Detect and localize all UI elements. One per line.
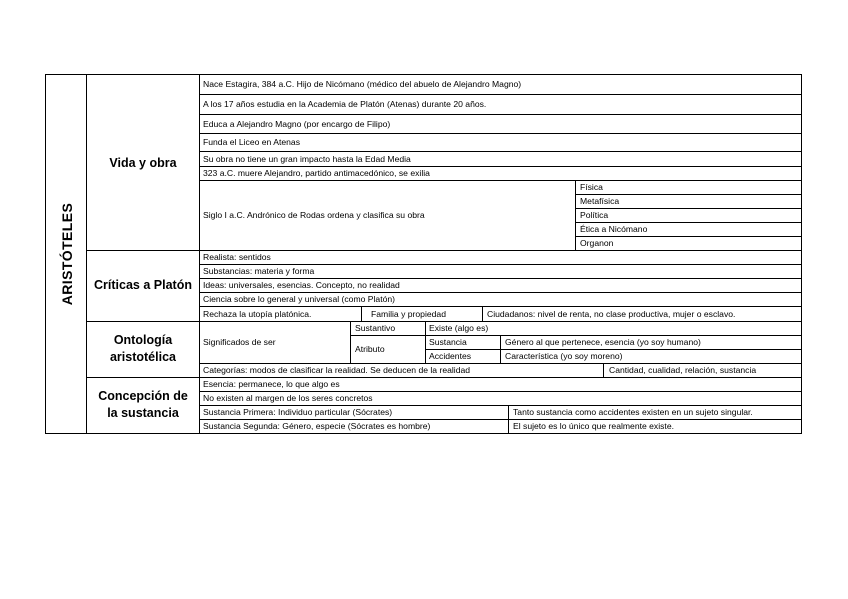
divider-section-col <box>199 74 200 434</box>
criticas-familia: Familia y propiedad <box>371 309 446 319</box>
vida-row-6: 323 a.C. muere Alejandro, partido antimacedónico, se exilia <box>203 168 430 178</box>
row-line <box>575 208 802 209</box>
obra-fisica: Física <box>580 182 603 192</box>
divider-utopia <box>361 306 362 321</box>
row-line <box>199 94 802 95</box>
ontologia-sustantivo-def: Existe (algo es) <box>429 323 489 333</box>
obra-etica: Ética a Nicómano <box>580 224 648 234</box>
divider-familia <box>482 306 483 321</box>
vida-row-4: Funda el Liceo en Atenas <box>203 137 300 147</box>
aristoteles-table <box>45 74 802 434</box>
row-line <box>199 133 802 134</box>
table-border-top <box>45 74 802 75</box>
vida-siglo: Siglo I a.C. Andrónico de Rodas ordena y clasifica su obra <box>203 210 425 220</box>
vida-row-5: Su obra no tiene un gran impacto hasta la Edad Media <box>203 154 411 164</box>
obra-organon: Organon <box>580 238 614 248</box>
ontologia-categorias: Categorías: modos de clasificar la realidad. Se deducen de la realidad <box>203 365 471 375</box>
divider-atributo-def <box>500 335 501 363</box>
concepcion-primera-nota: Tanto sustancia como accidentes existen en un sujeto singular. <box>513 407 753 417</box>
ontologia-accidentes-def: Característica (yo soy moreno) <box>505 351 623 361</box>
divider-sustancia-notas <box>508 405 509 434</box>
divider-significados <box>350 321 351 363</box>
section-label-ontologia <box>87 332 199 366</box>
section-sep-criticas <box>86 250 802 251</box>
obra-metafisica: Metafísica <box>580 196 620 206</box>
criticas-row-1: Realista: sentidos <box>203 252 271 262</box>
row-line <box>199 180 802 181</box>
concepcion-primera: Sustancia Primera: Individuo particular (Sócrates) <box>203 407 393 417</box>
section-sep-concepcion <box>86 377 802 378</box>
ontologia-sustantivo: Sustantivo <box>355 323 396 333</box>
ontologia-significados: Significados de ser <box>203 337 276 347</box>
vida-row-1: Nace Estagira, 384 a.C. Hijo de Nicómano (médico del abuelo de Alejandro Magno) <box>203 79 522 89</box>
vida-row-2: A los 17 años estudia en la Academia de Platón (Atenas) durante 20 años. <box>203 99 487 109</box>
section-label-ontologia-line2: aristotélica <box>109 350 176 364</box>
concepcion-no-existen: No existen al margen de los seres concretos <box>203 393 373 403</box>
ontologia-atributo: Atributo <box>355 344 385 354</box>
table-border-right <box>801 74 802 434</box>
obra-politica: Política <box>580 210 609 220</box>
ontologia-sustancia-def: Género al que pertenece, esencia (yo soy humano) <box>505 337 701 347</box>
table-border-left <box>45 74 46 434</box>
criticas-ciudadanos: Ciudadanos: nivel de renta, no clase productiva, mujer o esclavo. <box>487 309 736 319</box>
concepcion-segunda-nota: El sujeto es lo único que realmente existe. <box>513 421 674 431</box>
page-title: ARISTÓTELES <box>59 202 75 306</box>
section-label-concepcion-line2: la sustancia <box>107 406 179 420</box>
divider-obras <box>575 180 576 251</box>
criticas-row-4: Ciencia sobre lo general y universal (como Platón) <box>203 294 396 304</box>
ontologia-sustancia: Sustancia <box>429 337 467 347</box>
vida-row-3: Educa a Alejandro Magno (por encargo de Filipo) <box>203 119 391 129</box>
ontologia-categorias-list: Cantidad, cualidad, relación, sustancia <box>609 365 757 375</box>
divider-terms <box>425 321 426 363</box>
concepcion-segunda: Sustancia Segunda: Género, especie (Sócrates es hombre) <box>203 421 431 431</box>
criticas-row-3: Ideas: universales, esencias. Concepto, no realidad <box>203 280 400 290</box>
concepcion-esencia: Esencia: permanece, lo que algo es <box>203 379 340 389</box>
divider-categorias <box>603 363 604 377</box>
row-line <box>199 114 802 115</box>
table-border-bottom <box>45 433 802 434</box>
section-label-ontologia-line1: Ontología <box>113 333 173 347</box>
section-label-concepcion <box>87 388 199 422</box>
ontologia-accidentes: Accidentes <box>429 351 472 361</box>
section-label-concepcion-line1: Concepción de <box>98 389 188 403</box>
divider-title-col <box>86 74 87 434</box>
criticas-utopia: Rechaza la utopía platónica. <box>203 309 312 319</box>
section-label-vida: Vida y obra <box>109 156 177 170</box>
criticas-row-2: Substancias: materia y forma <box>203 266 315 276</box>
section-label-criticas: Críticas a Platón <box>94 278 192 292</box>
